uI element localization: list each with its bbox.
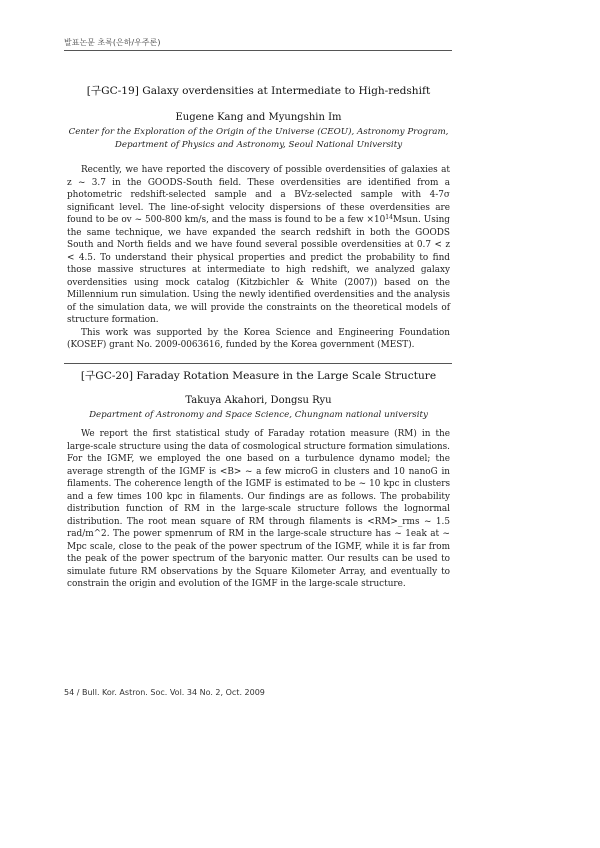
abstract-paragraph: We report the first statistical study of Faraday rotation measure (RM) in the large-scale structure using the data of cosmological structure formation simulations. For the IGMF, we employed the one based on a turbulence dynamo model; the average strength of the IGMF is <B> ~ a few microG in clusters and 10 nanoG in filaments. The coherence length of the IGMF is estimated to be ~ 10 kpc in clusters and a few times 100 kpc in filaments. Our findings are as follows. The probability distribution function of RM in the large-scale structure follows the lognormal distribution. The root mean square of RM through filaments is <RM>_rms ~ 1.5 rad/m^2. The power spmenrum of RM in the large-scale structure has ~ 1eak at ~ Mpc scale, close to the peak of the power spectrum of the IGMF, while it is far from the peak of the power spectrum of the baryonic matter. Our results can be used to simulate future RM observations by the Square Kilometer Array, and eventually to constrain the origin and evolution of the IGMF in the large-scale structure. — [67, 429, 450, 589]
abstract-body — [67, 428, 450, 591]
header-rule — [64, 50, 452, 51]
exponent: 14 — [385, 214, 393, 221]
running-head: 발표논문 초록(은하/우주론) — [64, 38, 161, 47]
abstract-section-gc20 — [67, 369, 450, 591]
abstract-authors: Takuya Akahori, Dongsu Ryu — [185, 395, 332, 406]
section-rule — [64, 363, 452, 364]
abstract-title: [구GC-19] Galaxy overdensities at Intermediate to High-redshift — [86, 85, 431, 97]
abstract-title: [구GC-20] Faraday Rotation Measure in the Large Scale Structure — [80, 370, 437, 382]
abstract-affiliation-line1: Center for the Exploration of the Origin of the Universe (CEOU), Astronomy Program, — [68, 127, 449, 137]
abstract-text: Recently, we have reported the discovery of possible overdensities of galaxies at z ~ 3.7 in the GOODS-South field. These overdensities are identified from a photometric redshift-selected sample and a BVz-selected sample with 4-7σ significant level. The line-of-sight velocity dispersions of these overdensities are found to be ov ~ 500-800 km/s, and the mass is found to be a few ×10 — [67, 165, 450, 225]
page-footer: 54 / Bull. Kor. Astron. Soc. Vol. 34 No. 2, Oct. 2009 — [64, 688, 265, 697]
abstract-affiliation-line2: Department of Physics and Astronomy, Seoul National University — [114, 140, 403, 150]
abstract-paragraph — [67, 164, 450, 327]
abstract-section-gc19 — [67, 84, 450, 352]
abstract-affiliation: Department of Astronomy and Space Science, Chungnam national university — [89, 410, 428, 420]
abstract-authors: Eugene Kang and Myungshin Im — [175, 112, 342, 123]
abstract-text: Msun. Using the same technique, we have expanded the search redshift in both the GOODS South and North fields and we have found several possible overdensities at 0.7 < z < 4.5. To understand their physical properties and predict the probability to find those massive structures at intermediate to high redshift, we analyzed galaxy overdensities using mock catalog (Kitzbichler & White (2007)) based on the Millennium run simulation. Using the newly identified overdensities and the analysis of the simulation data, we will provide the constraints on the theoretical models of structure formation. — [67, 215, 450, 325]
acknowledgement-paragraph: This work was supported by the Korea Science and Engineering Foundation (KOSEF) grant No. 2009-0063616, funded by the Korea government (MEST). — [67, 327, 450, 350]
abstract-body — [67, 164, 450, 352]
